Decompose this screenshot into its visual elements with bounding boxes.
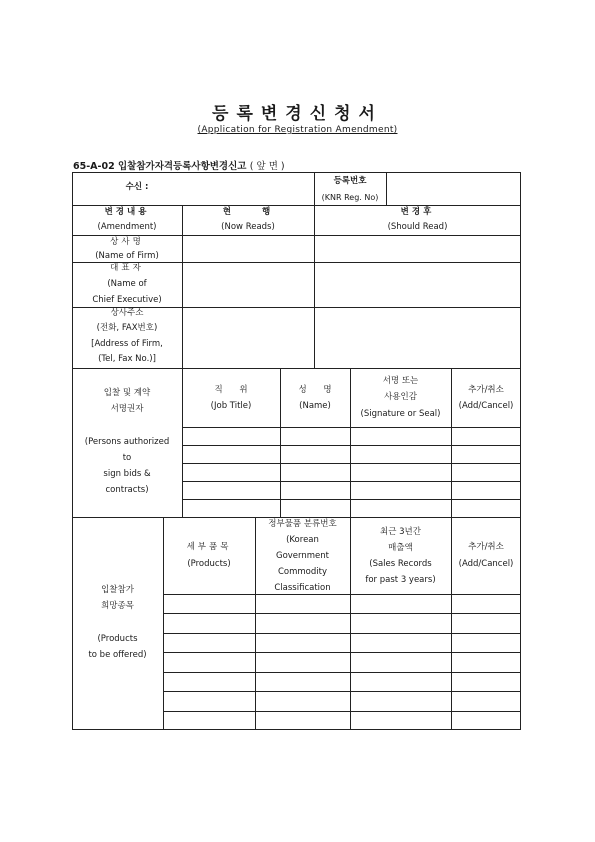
name-header: 성 명	[298, 385, 332, 395]
firm-name-label: 상사명	[110, 237, 144, 247]
job-title-header-en: (Job Title)	[210, 401, 252, 411]
firm-name-now-field[interactable]	[184, 237, 312, 261]
form-side-label: ( 앞 면 )	[249, 161, 285, 172]
signatories-label-en4: contracts)	[105, 485, 149, 495]
sales-header-ko2: 매출액	[388, 543, 413, 553]
product-row[interactable]	[164, 712, 254, 729]
address-label-en1: [Address of Firm,	[91, 339, 163, 349]
address-label: 상사주소	[110, 308, 144, 318]
signature-header-ko1: 서명 또는	[382, 376, 419, 386]
products-label-en1: (Products	[97, 634, 138, 644]
product-row[interactable]	[164, 595, 254, 612]
signatories-label-en2: to	[122, 453, 132, 463]
sales-header-ko1: 최근 3년간	[380, 527, 421, 537]
chief-exec-label: 대표자	[110, 263, 144, 273]
document-title: 등록변경신청서	[212, 104, 383, 124]
product-row[interactable]	[164, 634, 254, 651]
now-reads-header: 현 행	[222, 207, 274, 217]
address-now-field[interactable]	[184, 309, 312, 365]
add-cancel-header-en: (Add/Cancel)	[458, 401, 514, 411]
form-number-text: 65-A-02 입찰참가자격등록사항변경신고	[73, 161, 247, 172]
product-row[interactable]	[164, 692, 254, 710]
recipient-field[interactable]	[202, 176, 312, 200]
product-row[interactable]	[164, 653, 254, 671]
recipient-label: 수신 :	[125, 182, 149, 192]
product-row[interactable]	[164, 614, 254, 632]
products-col-header: 세부품목	[186, 542, 232, 552]
sales-header-en1: (Sales Records	[369, 559, 432, 569]
products-label-ko1: 입찰참가	[101, 585, 134, 595]
signatory-row[interactable]	[183, 464, 279, 480]
firm-name-label-en: (Name of Firm)	[95, 251, 159, 261]
classification-header-en2: Government	[275, 551, 329, 561]
firm-name-new-field[interactable]	[316, 237, 519, 261]
name-header-en: (Name)	[299, 401, 331, 411]
signatories-label-en1: (Persons authorized	[84, 437, 170, 447]
chief-exec-new-field[interactable]	[316, 264, 519, 304]
should-read-header: 변경후	[400, 207, 435, 217]
classification-header-en4: Classification	[274, 583, 331, 593]
signatories-label-ko2: 서명권자	[110, 404, 144, 414]
products-add-cancel-header: 추가/취소	[468, 542, 504, 552]
job-title-header: 직 위	[214, 385, 248, 395]
products-label-en2: to be offered)	[88, 650, 147, 660]
address-new-field[interactable]	[316, 309, 519, 365]
products-label-ko2: 희망종목	[101, 601, 134, 611]
classification-header-en3: Commodity	[277, 567, 328, 577]
application-form	[72, 172, 521, 730]
signature-header-ko2: 사용인감	[384, 392, 417, 402]
amendment-col-header: 변경내용	[104, 207, 150, 217]
classification-header-en1: (Korean	[286, 535, 319, 545]
amendment-col-header-en: (Amendment)	[97, 222, 157, 232]
reg-no-label: 등록번호	[333, 176, 367, 186]
signatory-row[interactable]	[183, 446, 279, 462]
chief-exec-now-field[interactable]	[184, 264, 312, 304]
signatories-label-en3: sign bids &	[103, 469, 151, 479]
signatory-row[interactable]	[183, 428, 279, 444]
signature-header-en: (Signature or Seal)	[360, 409, 441, 419]
signatory-row[interactable]	[183, 482, 279, 498]
chief-exec-label-en2: Chief Executive)	[92, 295, 162, 305]
chief-exec-label-en1: (Name of	[107, 279, 147, 289]
signatories-label-ko1: 입찰 및 계약	[103, 388, 151, 398]
form-number	[73, 158, 285, 172]
should-read-header-en: (Should Read)	[387, 222, 448, 232]
products-add-cancel-header-en: (Add/Cancel)	[458, 559, 514, 569]
reg-no-field[interactable]	[388, 176, 518, 200]
products-col-header-en: (Products)	[187, 559, 231, 569]
document-subtitle: (Application for Registration Amendment)	[197, 125, 398, 135]
reg-no-label-en: (KNR Reg. No)	[321, 193, 379, 202]
now-reads-header-en: (Now Reads)	[221, 222, 275, 232]
classification-header: 정부물품 분류번호	[268, 519, 337, 529]
address-label-en2: (Tel, Fax No.)]	[98, 354, 156, 364]
product-row[interactable]	[164, 673, 254, 690]
add-cancel-header: 추가/취소	[468, 385, 504, 395]
signatory-row[interactable]	[183, 500, 279, 516]
sales-header-en2: for past 3 years)	[365, 575, 436, 585]
address-label-ko2: (전화, FAX번호)	[96, 323, 158, 333]
